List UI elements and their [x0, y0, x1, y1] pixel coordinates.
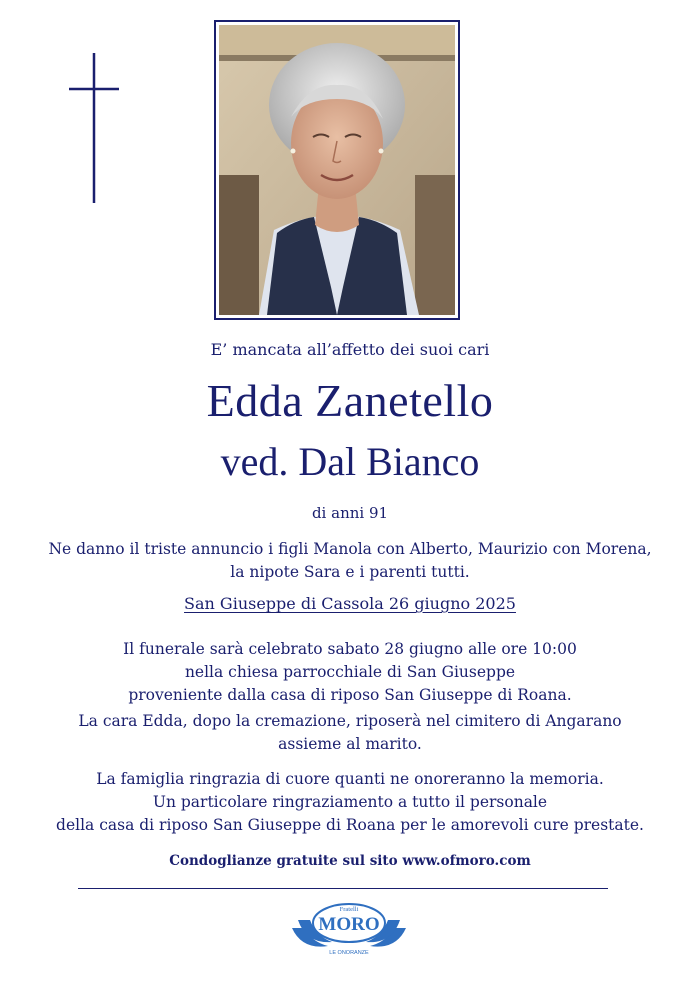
announcement-line: Ne danno il triste annuncio i figli Manola con Alberto, Maurizio con Morena, [48, 540, 652, 558]
condolences-link[interactable]: Condoglianze gratuite sul sito www.ofmoro.com [169, 853, 531, 869]
thanks-text [0, 768, 700, 837]
logo-main-text: MORO [318, 914, 380, 935]
age-text: di anni 91 [311, 504, 389, 522]
burial-info [0, 710, 700, 756]
announcement-text [0, 538, 700, 584]
portrait-image [219, 25, 455, 315]
thanks-line: Un particolare ringraziamento a tutto il personale [152, 793, 548, 811]
funeral-line: nella chiesa parrocchiale di San Giuseppe [184, 663, 516, 681]
deceased-name: Edda Zanetello [206, 375, 494, 426]
fratelli-moro-logo [288, 898, 410, 958]
married-name: ved. Dal Bianco [220, 439, 480, 484]
cross-icon [69, 53, 119, 203]
funeral-line: Il funerale sarà celebrato sabato 28 giugno alle ore 10:00 [123, 640, 577, 658]
portrait-photo [214, 20, 460, 320]
announcement-line: la nipote Sara e i parenti tutti. [230, 563, 470, 581]
intro-text: E’ mancata all’affetto dei suoi cari [210, 340, 490, 359]
place-date: San Giuseppe di Cassola 26 giugno 2025 [184, 594, 516, 613]
thanks-line: La famiglia ringrazia di cuore quanti ne onoreranno la memoria. [96, 770, 604, 788]
divider [78, 888, 608, 889]
burial-line: assieme al marito. [278, 735, 422, 753]
burial-line: La cara Edda, dopo la cremazione, riposerà nel cimitero di Angarano [78, 712, 622, 730]
funeral-info [0, 638, 700, 707]
funeral-line: proveniente dalla casa di riposo San Giuseppe di Roana. [128, 686, 572, 704]
logo-bottom-text: LE ONORANZE [329, 950, 369, 956]
thanks-line: della casa di riposo San Giuseppe di Roana per le amorevoli cure prestate. [56, 816, 644, 834]
logo-top-text: Fratelli [339, 906, 359, 913]
